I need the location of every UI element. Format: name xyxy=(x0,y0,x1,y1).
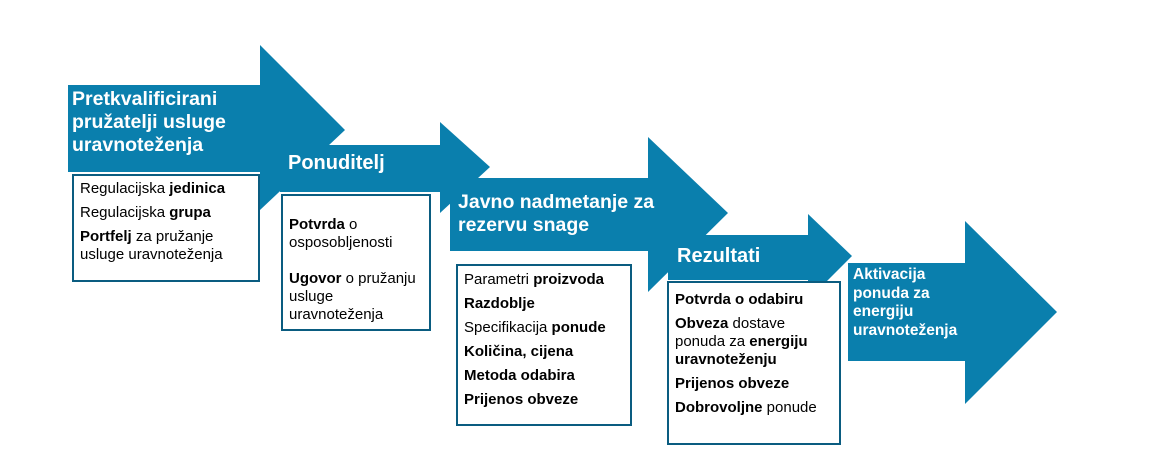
step-4-item xyxy=(675,315,833,369)
item-text: Količina, cijena xyxy=(464,343,574,360)
item-text: Dobrovoljne xyxy=(675,399,763,416)
item-text: Potvrda o odabiru xyxy=(675,291,804,308)
item-text: o pružanju usluge uravnoteženja xyxy=(289,270,416,323)
item-text: ponude xyxy=(762,399,817,416)
item-text: Regulacijska xyxy=(80,204,170,221)
item-text: Ugovor xyxy=(289,270,342,287)
step-2-item xyxy=(289,270,423,324)
step-5-title: Aktivacija ponuda za energiju uravnoteženja xyxy=(853,266,958,339)
step-3-item xyxy=(464,367,624,385)
item-text: o osposobljenosti xyxy=(289,216,393,251)
item-text: Portfelj xyxy=(80,228,132,245)
item-text: Regulacijska xyxy=(80,180,170,197)
item-text: Prijenos obveze xyxy=(464,391,579,408)
step-4-title: Rezultati xyxy=(677,245,761,267)
step-4-item xyxy=(675,399,833,417)
step-4-item xyxy=(675,375,833,393)
step-3-item xyxy=(464,295,624,313)
item-text: energiju uravnoteženju xyxy=(675,333,808,368)
item-text: ponude xyxy=(551,319,606,336)
step-1-item xyxy=(80,204,252,222)
item-text: Razdoblje xyxy=(464,295,535,312)
step-1-title: Pretkvalificirani pružatelji usluge uravnoteženja xyxy=(72,88,226,156)
item-text: jedinica xyxy=(169,180,226,197)
step-2-box xyxy=(281,194,431,331)
step-3-item xyxy=(464,319,624,337)
step-4-box xyxy=(667,281,841,445)
item-text: Specifikacija xyxy=(464,319,552,336)
step-2-item xyxy=(289,216,423,252)
item-text: Obveza xyxy=(675,315,729,332)
step-3-box xyxy=(456,264,632,426)
item-text: dostave ponuda za xyxy=(675,315,786,350)
step-1-item xyxy=(80,180,252,198)
step-1-box xyxy=(72,174,260,282)
step-2-title: Ponuditelj xyxy=(288,152,385,174)
step-1-item xyxy=(80,228,252,264)
item-text: grupa xyxy=(169,204,211,221)
item-text: Parametri xyxy=(464,271,534,288)
step-3-title: Javno nadmetanje za rezervu snage xyxy=(458,191,655,236)
item-text: Metoda odabira xyxy=(464,367,575,384)
step-3-item xyxy=(464,343,624,361)
item-text: Potvrda xyxy=(289,216,345,233)
item-text: za pružanje usluge uravnoteženja xyxy=(80,228,223,263)
item-text: proizvoda xyxy=(533,271,605,288)
step-3-item xyxy=(464,391,624,409)
item-text: Prijenos obveze xyxy=(675,375,790,392)
step-3-item xyxy=(464,271,624,289)
step-4-item xyxy=(675,291,833,309)
